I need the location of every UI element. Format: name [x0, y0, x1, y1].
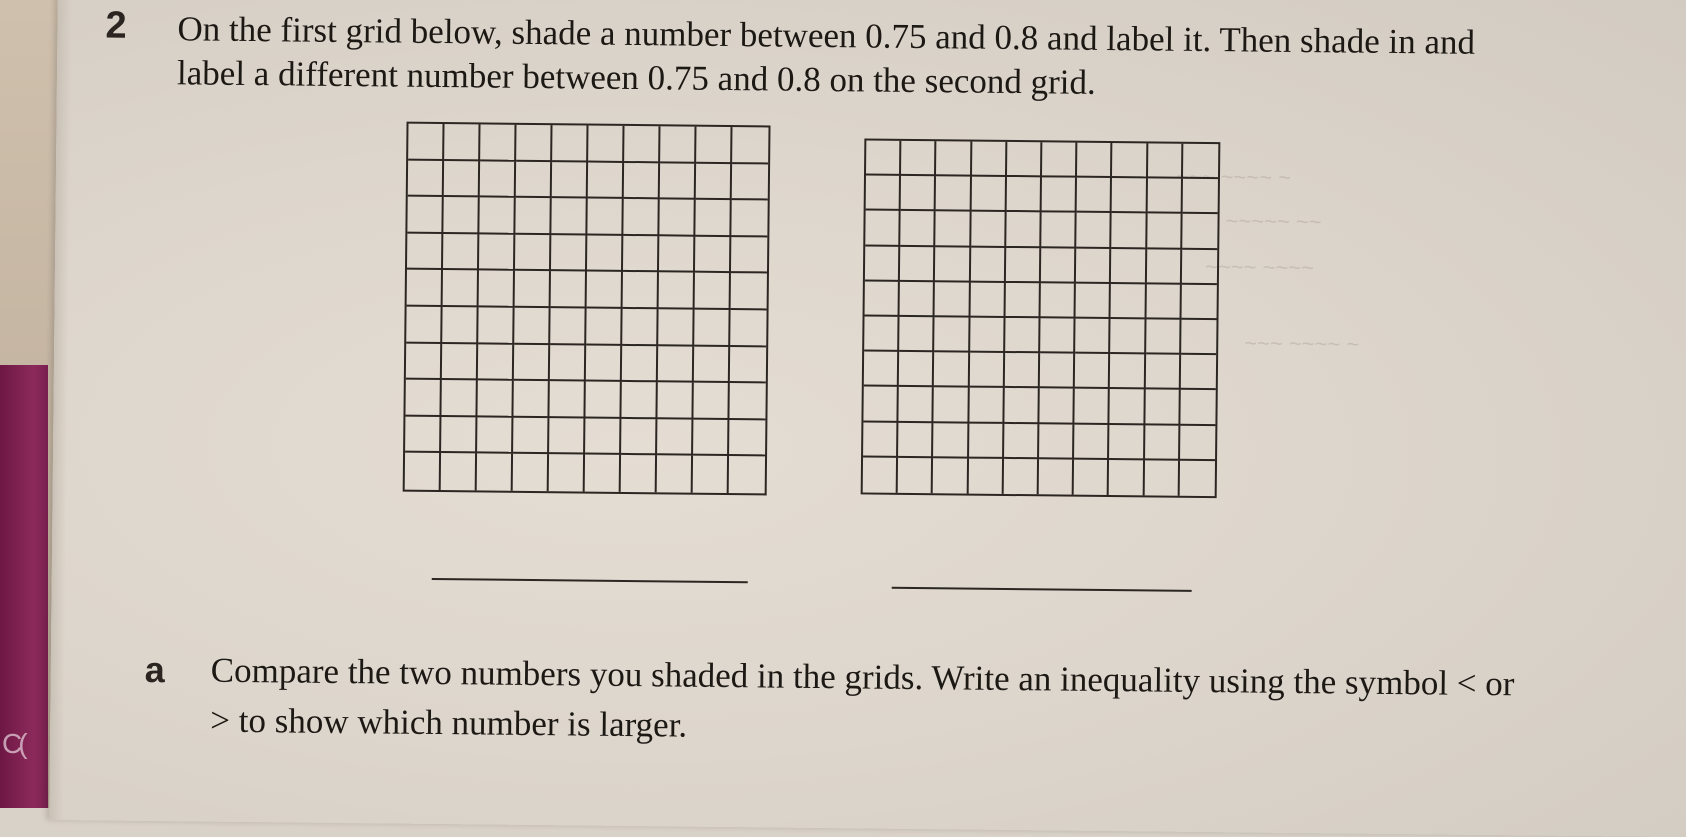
grid-cell[interactable] — [621, 382, 657, 419]
grid-cell[interactable] — [441, 453, 477, 490]
grid-cell[interactable] — [657, 456, 693, 493]
grid-cell[interactable] — [407, 233, 443, 270]
grid-cell[interactable] — [587, 199, 623, 236]
grid-cell[interactable] — [1042, 178, 1078, 214]
grid-cell[interactable] — [864, 352, 900, 388]
grid-cell[interactable] — [1074, 424, 1110, 460]
grid-cell[interactable] — [478, 344, 514, 381]
grid-cell[interactable] — [405, 416, 441, 453]
grid-cell[interactable] — [899, 317, 935, 353]
grid-cell[interactable] — [936, 176, 972, 212]
grid-cell[interactable] — [623, 199, 659, 236]
grid-cell[interactable] — [863, 387, 899, 423]
grid-cell[interactable] — [1007, 142, 1043, 178]
grid-cell[interactable] — [1111, 319, 1147, 355]
grid-cell[interactable] — [866, 140, 902, 176]
label-line-2[interactable] — [892, 587, 1192, 592]
grid-cell[interactable] — [1003, 459, 1039, 495]
grid-cell[interactable] — [693, 456, 729, 493]
grid-cell[interactable] — [1145, 355, 1181, 391]
grid-cell[interactable] — [514, 308, 550, 345]
grid-cell[interactable] — [1109, 460, 1145, 496]
grid-cell[interactable] — [477, 454, 513, 491]
grid-cell[interactable] — [1112, 143, 1148, 179]
grid-cell[interactable] — [408, 160, 444, 197]
grid-cell[interactable] — [936, 212, 972, 248]
grid-cell[interactable] — [1110, 389, 1146, 425]
grid-cell[interactable] — [1004, 388, 1040, 424]
grid-cell[interactable] — [1004, 424, 1040, 460]
grid-cell[interactable] — [658, 309, 694, 346]
grid-cell[interactable] — [551, 272, 587, 309]
grid-cell[interactable] — [934, 388, 970, 424]
grid-cell[interactable] — [731, 200, 767, 237]
grid-cell[interactable] — [406, 307, 442, 344]
grid-cell[interactable] — [1005, 353, 1041, 389]
grid-cell[interactable] — [731, 273, 767, 310]
grid-cell[interactable] — [1076, 248, 1112, 284]
grid-cell[interactable] — [621, 455, 657, 492]
grid-cell[interactable] — [936, 141, 972, 177]
grid-cell[interactable] — [623, 272, 659, 309]
grid-cell[interactable] — [1183, 144, 1219, 180]
grid-cell[interactable] — [442, 307, 478, 344]
grid-cell[interactable] — [657, 382, 693, 419]
grid-cell[interactable] — [443, 270, 479, 307]
grid-cell[interactable] — [1145, 390, 1181, 426]
grid-cell[interactable] — [444, 161, 480, 198]
grid-cell[interactable] — [1112, 178, 1148, 214]
grid-cell[interactable] — [865, 246, 901, 282]
label-line-1[interactable] — [432, 578, 748, 583]
grid-cell[interactable] — [550, 345, 586, 382]
grid-cell[interactable] — [478, 307, 514, 344]
grid-cell[interactable] — [408, 124, 444, 161]
grid-cell[interactable] — [933, 458, 969, 494]
grid-cell[interactable] — [1146, 249, 1182, 285]
grid-cell[interactable] — [1041, 248, 1077, 284]
grid-cell[interactable] — [621, 419, 657, 456]
grid-cell[interactable] — [1144, 460, 1180, 496]
grid-cell[interactable] — [1039, 459, 1075, 495]
grid-cell[interactable] — [1041, 283, 1077, 319]
part-a-text: Compare the two numbers you shaded in the grids. Write an inequality using the symbol < or > to show which number is larger. — [210, 650, 1515, 745]
grid-cell[interactable] — [407, 270, 443, 307]
grid-cell[interactable] — [585, 455, 621, 492]
bleed-through-text: ~~~~ ~~~~ — [1204, 254, 1315, 281]
grid-cell[interactable] — [1005, 318, 1041, 354]
grid-cell[interactable] — [968, 458, 1004, 494]
grid-cell[interactable] — [972, 142, 1008, 178]
grid-cell[interactable] — [441, 380, 477, 417]
grid-cell[interactable] — [1005, 283, 1041, 319]
grid-cell[interactable] — [1145, 425, 1181, 461]
hundredths-grid-2[interactable] — [861, 138, 1221, 498]
grid-cell[interactable] — [1112, 213, 1148, 249]
grid-cell[interactable] — [1040, 353, 1076, 389]
grid-cell[interactable] — [1075, 389, 1111, 425]
grid-cell[interactable] — [622, 309, 658, 346]
grid-cell[interactable] — [970, 247, 1006, 283]
grid-cell[interactable] — [693, 383, 729, 420]
grid-cell[interactable] — [935, 317, 971, 353]
grid-cell[interactable] — [513, 454, 549, 491]
grid-cell[interactable] — [731, 237, 767, 274]
grid-cell[interactable] — [588, 126, 624, 163]
bleed-through-text: ~~~ ~~~~ ~ — [1175, 163, 1292, 190]
grid-cell[interactable] — [552, 125, 588, 162]
grid-cell[interactable] — [479, 271, 515, 308]
grid-cell[interactable] — [513, 381, 549, 418]
grid-cell[interactable] — [901, 141, 937, 177]
grid-cell[interactable] — [585, 418, 621, 455]
grid-cell[interactable] — [1076, 283, 1112, 319]
grid-cell[interactable] — [623, 236, 659, 273]
grid-cell[interactable] — [515, 198, 551, 235]
grid-cell[interactable] — [1181, 285, 1217, 321]
part-a-label: a — [144, 648, 166, 691]
grid-cell[interactable] — [694, 310, 730, 347]
grid-cell[interactable] — [1111, 249, 1147, 285]
grid-cell[interactable] — [864, 316, 900, 352]
grid-cell[interactable] — [513, 418, 549, 455]
grid-cell[interactable] — [865, 211, 901, 247]
grid-cell[interactable] — [1075, 319, 1111, 355]
grid-cell[interactable] — [551, 198, 587, 235]
grid-cell[interactable] — [1181, 320, 1217, 356]
grid-cell[interactable] — [1006, 248, 1042, 284]
bleed-through-text: ~~~~~ ~~ — [1225, 208, 1322, 235]
question-number: 2 — [105, 4, 127, 47]
grid-cell[interactable] — [729, 420, 765, 457]
grid-cell[interactable] — [441, 417, 477, 454]
grid-cell[interactable] — [970, 318, 1006, 354]
grid-cell[interactable] — [660, 163, 696, 200]
grid-cell[interactable] — [516, 161, 552, 198]
grid-cell[interactable] — [587, 235, 623, 272]
grid-cell[interactable] — [1076, 213, 1112, 249]
grid-cell[interactable] — [1182, 179, 1218, 215]
grid-cell[interactable] — [696, 163, 732, 200]
grid-cell[interactable] — [863, 422, 899, 458]
grid-cell[interactable] — [659, 200, 695, 237]
grid-cell[interactable] — [480, 124, 516, 161]
grid-cell[interactable] — [405, 453, 441, 490]
grid-cell[interactable] — [551, 235, 587, 272]
grid-cell[interactable] — [935, 247, 971, 283]
grid-cell[interactable] — [898, 458, 934, 494]
grid-cell[interactable] — [443, 197, 479, 234]
grid-cell[interactable] — [514, 344, 550, 381]
grid-cell[interactable] — [516, 125, 552, 162]
grid-cell[interactable] — [477, 381, 513, 418]
grid-cell[interactable] — [622, 346, 658, 383]
grid-cell[interactable] — [1040, 318, 1076, 354]
grid-cell[interactable] — [1006, 212, 1042, 248]
grid-cell[interactable] — [729, 383, 765, 420]
grid-cell[interactable] — [549, 381, 585, 418]
grid-cell[interactable] — [1147, 179, 1183, 215]
grid-cell[interactable] — [660, 126, 696, 163]
grid-cell[interactable] — [1039, 424, 1075, 460]
grid-cell[interactable] — [970, 282, 1006, 318]
grid-cell[interactable] — [659, 273, 695, 310]
grid-cell[interactable] — [1110, 354, 1146, 390]
grid-cell[interactable] — [695, 236, 731, 273]
grid-cell[interactable] — [1111, 284, 1147, 320]
grid-cell[interactable] — [587, 272, 623, 309]
grid-cell[interactable] — [658, 346, 694, 383]
grid-cell[interactable] — [1109, 425, 1145, 461]
grid-cell[interactable] — [480, 161, 516, 198]
grid-cell[interactable] — [1180, 425, 1216, 461]
grid-cell[interactable] — [901, 176, 937, 212]
grid-cell[interactable] — [866, 176, 902, 212]
grid-cell[interactable] — [934, 352, 970, 388]
grid-cell[interactable] — [693, 419, 729, 456]
grid-cell[interactable] — [1147, 214, 1183, 250]
grid-cell[interactable] — [515, 235, 551, 272]
grid-cell[interactable] — [969, 353, 1005, 389]
grid-cell[interactable] — [898, 422, 934, 458]
grid-cell[interactable] — [1077, 143, 1113, 179]
grid-cell[interactable] — [1146, 284, 1182, 320]
grid-cell[interactable] — [969, 423, 1005, 459]
grid-cell[interactable] — [971, 212, 1007, 248]
grid-cell[interactable] — [1182, 214, 1218, 250]
grid-cell[interactable] — [624, 126, 660, 163]
grid-cell[interactable] — [1075, 354, 1111, 390]
grid-cell[interactable] — [1146, 319, 1182, 355]
binder-lettering: C( — [2, 728, 24, 759]
grid-cell[interactable] — [549, 455, 585, 492]
grid-cell[interactable] — [444, 124, 480, 161]
grid-cell[interactable] — [695, 273, 731, 310]
grid-cell[interactable] — [550, 308, 586, 345]
question-text: On the first grid below, shade a number between 0.75 and 0.8 and label it. Then shade in and label a different number between 0.75 and 0.8 on the second grid. — [176, 9, 1476, 102]
grid-cell[interactable] — [406, 343, 442, 380]
grid-cell[interactable] — [1006, 177, 1042, 213]
grid-cell[interactable] — [1181, 355, 1217, 391]
grid-cell[interactable] — [515, 271, 551, 308]
grid-cell[interactable] — [585, 382, 621, 419]
grid-cell[interactable] — [407, 197, 443, 234]
grid-cell[interactable] — [624, 163, 660, 200]
grid-cell[interactable] — [899, 352, 935, 388]
grid-cell[interactable] — [900, 211, 936, 247]
grid-cell[interactable] — [900, 246, 936, 282]
grid-cell[interactable] — [1042, 142, 1078, 178]
grid-cell[interactable] — [730, 347, 766, 384]
grid-cell[interactable] — [971, 177, 1007, 213]
grid-cell[interactable] — [732, 127, 768, 164]
grid-cell[interactable] — [730, 310, 766, 347]
grid-cell[interactable] — [442, 344, 478, 381]
grid-cell[interactable] — [1074, 459, 1110, 495]
grid-cell[interactable] — [935, 282, 971, 318]
grid-cell[interactable] — [900, 282, 936, 318]
bleed-through-text: ~~~ ~~~~ ~ — [1244, 330, 1360, 357]
grid-cell[interactable] — [865, 281, 901, 317]
grid-cell[interactable] — [659, 236, 695, 273]
grid-cell[interactable] — [479, 234, 515, 271]
grid-cell[interactable] — [969, 388, 1005, 424]
grid-cell[interactable] — [477, 417, 513, 454]
worksheet-page — [49, 0, 1686, 837]
grid-cell[interactable] — [1039, 389, 1075, 425]
grid-cell[interactable] — [443, 234, 479, 271]
grid-cell[interactable] — [479, 198, 515, 235]
grid-cell[interactable] — [657, 419, 693, 456]
grid-cell[interactable] — [899, 387, 935, 423]
grid-cell[interactable] — [863, 457, 899, 493]
grid-cell[interactable] — [1179, 461, 1215, 497]
grid-cell[interactable] — [694, 346, 730, 383]
grid-cell[interactable] — [1182, 249, 1218, 285]
grid-cell[interactable] — [586, 345, 622, 382]
grid-cell[interactable] — [405, 380, 441, 417]
grid-cell[interactable] — [552, 162, 588, 199]
grid-cell[interactable] — [732, 164, 768, 201]
grid-cell[interactable] — [1180, 390, 1216, 426]
grid-cell[interactable] — [1148, 143, 1184, 179]
grid-cell[interactable] — [696, 127, 732, 164]
grid-cell[interactable] — [549, 418, 585, 455]
grid-cell[interactable] — [588, 162, 624, 199]
grid-cell[interactable] — [695, 200, 731, 237]
grid-cell[interactable] — [1041, 213, 1077, 249]
grid-cell[interactable] — [586, 309, 622, 346]
grid-cell[interactable] — [933, 423, 969, 459]
hundredths-grid-1[interactable] — [403, 122, 771, 496]
grid-cell[interactable] — [729, 456, 765, 493]
grid-cell[interactable] — [1077, 178, 1113, 214]
